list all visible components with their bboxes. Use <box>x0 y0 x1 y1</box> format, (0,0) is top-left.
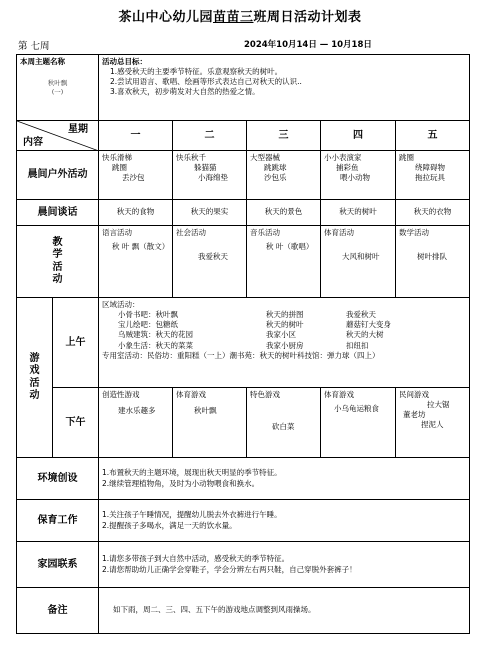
play-label-text: 游戏活动 <box>29 352 40 401</box>
play-afternoon-row <box>17 388 470 458</box>
afternoon-type: 特色游戏 <box>250 390 280 399</box>
theme-cell <box>17 55 99 121</box>
teaching-row <box>17 226 470 298</box>
plan-table <box>16 54 470 634</box>
outdoor-item: 小海绵垫 <box>198 173 228 183</box>
theme-number: (一) <box>51 87 64 96</box>
theme-row <box>17 55 470 121</box>
notes-text: 如下雨，周二、三、四、五下午的游戏地点调整到风雨操场。 <box>99 588 470 634</box>
afternoon-content: 捏泥人 <box>421 420 444 430</box>
talk-cell: 秋天的树叶 <box>321 200 396 226</box>
play-label <box>17 298 53 458</box>
area-activities-cell <box>99 298 470 388</box>
teaching-content: 我爱秋天 <box>198 252 228 262</box>
outdoor-item: 跳圈 <box>399 153 414 162</box>
outdoor-cell <box>321 151 396 200</box>
teaching-type: 体育活动 <box>324 228 354 237</box>
outdoor-item: 跳跳球 <box>264 163 287 173</box>
afternoon-type: 民间游戏 <box>399 390 429 399</box>
family-cell <box>99 542 470 588</box>
area-item: 蘑菇钉大变身 <box>346 320 391 330</box>
outdoor-item: 快乐秋千 <box>176 153 206 162</box>
teaching-cell <box>99 226 173 298</box>
area-item: 小象生活：秋天的菜菜 <box>118 340 193 350</box>
school-name: 茶山中心幼儿园 <box>118 10 213 25</box>
goals-cell <box>99 55 470 121</box>
week-number: 第 七周 <box>18 41 50 52</box>
afternoon-cell <box>321 388 396 458</box>
family-line: 2.请您帮助幼儿正确学会穿鞋子，学会分辨左右两只鞋，自己穿脱外套裤子！ <box>102 564 357 574</box>
environment-line: 1.布置秋天的主题环境，展现出秋天明显的季节特征。 <box>102 468 282 478</box>
teaching-type: 音乐活动 <box>250 228 280 237</box>
outdoor-item: 小小表演家 <box>324 153 362 162</box>
afternoon-content: 建水乐趣多 <box>118 406 156 416</box>
environment-row <box>17 458 470 500</box>
teaching-cell <box>173 226 247 298</box>
outdoor-item: 拖拉玩具 <box>415 173 445 183</box>
area-item: 我家小厨房 <box>266 340 304 350</box>
goal-item: 3.喜欢秋天，初步萌发对大自然的热爱之情。 <box>110 87 260 97</box>
day-header: 一 <box>99 121 173 151</box>
care-label: 保育工作 <box>17 500 99 542</box>
theme-name: 秋叶飘 <box>47 79 68 88</box>
diagonal-header-cell <box>17 121 99 151</box>
talk-label: 晨间谈话 <box>17 200 99 226</box>
talk-cell: 秋天的衣物 <box>396 200 470 226</box>
outdoor-row <box>17 151 470 200</box>
header-weekday-label: 星期 <box>68 124 88 135</box>
day-header: 四 <box>321 121 396 151</box>
area-item: 乌贼建筑：秋天的花园 <box>118 330 193 340</box>
outdoor-item: 快乐滑梯 <box>102 153 132 162</box>
outdoor-label: 晨间户外活动 <box>17 151 99 200</box>
outdoor-cell <box>173 151 247 200</box>
outdoor-cell <box>247 151 321 200</box>
day-header: 五 <box>396 121 470 151</box>
area-item: 我家小区 <box>266 330 296 340</box>
teaching-type: 语言活动 <box>102 228 132 237</box>
care-row <box>17 500 470 542</box>
family-row <box>17 542 470 588</box>
header-content-label: 内容 <box>23 136 43 148</box>
environment-cell <box>99 458 470 500</box>
afternoon-type: 体育游戏 <box>324 390 354 399</box>
class-name: 苗苗三 <box>212 10 254 25</box>
area-item: 扣纽扣 <box>346 340 369 350</box>
afternoon-cell <box>99 388 173 458</box>
area-item: 秋天的大树 <box>346 330 384 340</box>
care-line: 1.关注孩子午睡情况，提醒幼儿脱去外衣裤进行午睡。 <box>102 510 282 520</box>
talk-row <box>17 200 470 226</box>
talk-cell: 秋天的食物 <box>99 200 173 226</box>
teaching-label <box>17 226 99 298</box>
date-range: 2024年10月14日 — 10月18日 <box>244 40 372 50</box>
environment-label: 环境创设 <box>17 458 99 500</box>
teaching-content: 秋 叶 飘（散文） <box>112 242 170 252</box>
title-suffix: 班周日活动计划表 <box>253 10 362 25</box>
goals-label: 活动总目标： <box>102 57 147 66</box>
afternoon-content: 砍白菜 <box>272 422 295 432</box>
morning-label: 上午 <box>53 298 99 388</box>
teaching-content: 大风和树叶 <box>342 252 380 262</box>
play-morning-row <box>17 298 470 388</box>
notes-row <box>17 588 470 634</box>
afternoon-label: 下午 <box>53 388 99 458</box>
outdoor-item: 沙包乐 <box>264 173 287 183</box>
day-header: 三 <box>247 121 321 151</box>
outdoor-cell <box>99 151 173 200</box>
talk-cell: 秋天的景色 <box>247 200 321 226</box>
teaching-type: 社会活动 <box>176 228 206 237</box>
area-grid <box>102 310 466 351</box>
environment-line: 2.继续管理植物角，及时为小动物喂食和换水。 <box>102 478 260 488</box>
outdoor-item: 大型器械 <box>250 153 280 162</box>
area-item: 宝儿绘吧：包糖纸 <box>118 320 178 330</box>
theme-label: 本周主题名称 <box>20 57 65 66</box>
family-label: 家园联系 <box>17 542 99 588</box>
teaching-label-text: 教学活动 <box>52 236 63 285</box>
outdoor-item: 丢沙包 <box>122 173 145 183</box>
outdoor-item: 躲猫猫 <box>194 163 217 173</box>
teaching-content: 秋 叶（歌唱） <box>266 242 314 252</box>
notes-label: 备注 <box>17 588 99 634</box>
afternoon-type: 创造性游戏 <box>102 390 140 399</box>
outdoor-item: 绕障碍物 <box>415 163 445 173</box>
page-title <box>0 6 480 25</box>
afternoon-cell <box>396 388 470 458</box>
care-line: 2.提醒孩子多喝水，满足一天的饮水量。 <box>102 520 237 530</box>
goal-item: 1.感受秋天的主要季节特征。乐意观察秋天的树叶。 <box>110 67 283 77</box>
afternoon-cell <box>247 388 321 458</box>
area-item: 秋天的拼图 <box>266 310 304 320</box>
afternoon-cell <box>173 388 247 458</box>
goal-item: 2.尝试用语言、歌唱、绘画等形式表达自己对秋天的认识.. <box>110 77 302 87</box>
day-header: 二 <box>173 121 247 151</box>
outdoor-item: 捕彩鱼 <box>336 163 359 173</box>
days-header-row <box>17 121 470 151</box>
special-room-activities: 专用室活动：民俗坊：重阳糕（一上）潮书苑：秋天的树叶科技馆：弹力球（四上） <box>102 350 380 360</box>
teaching-cell <box>321 226 396 298</box>
area-item: 秋天的树叶 <box>266 320 304 330</box>
outdoor-item: 喂小动物 <box>340 173 370 183</box>
afternoon-content: 秋叶飘 <box>194 406 217 416</box>
talk-cell: 秋天的果实 <box>173 200 247 226</box>
area-item: 我爱秋天 <box>346 310 376 320</box>
outdoor-cell <box>396 151 470 200</box>
afternoon-content: 董老坊 <box>403 410 426 420</box>
outdoor-item: 跳圈 <box>112 163 127 173</box>
area-item: 小骨书吧：秋叶飘 <box>118 310 178 320</box>
area-title: 区域活动： <box>102 300 140 309</box>
afternoon-content: 小乌龟运粮食 <box>334 404 379 414</box>
afternoon-type: 体育游戏 <box>176 390 206 399</box>
family-line: 1.请您多带孩子到大自然中活动，感受秋天的季节特征。 <box>102 554 290 564</box>
teaching-content: 树叶排队 <box>417 252 447 262</box>
teaching-cell <box>247 226 321 298</box>
afternoon-content: 拉大锯 <box>427 400 450 410</box>
care-cell <box>99 500 470 542</box>
teaching-cell <box>396 226 470 298</box>
teaching-type: 数学活动 <box>399 228 429 237</box>
